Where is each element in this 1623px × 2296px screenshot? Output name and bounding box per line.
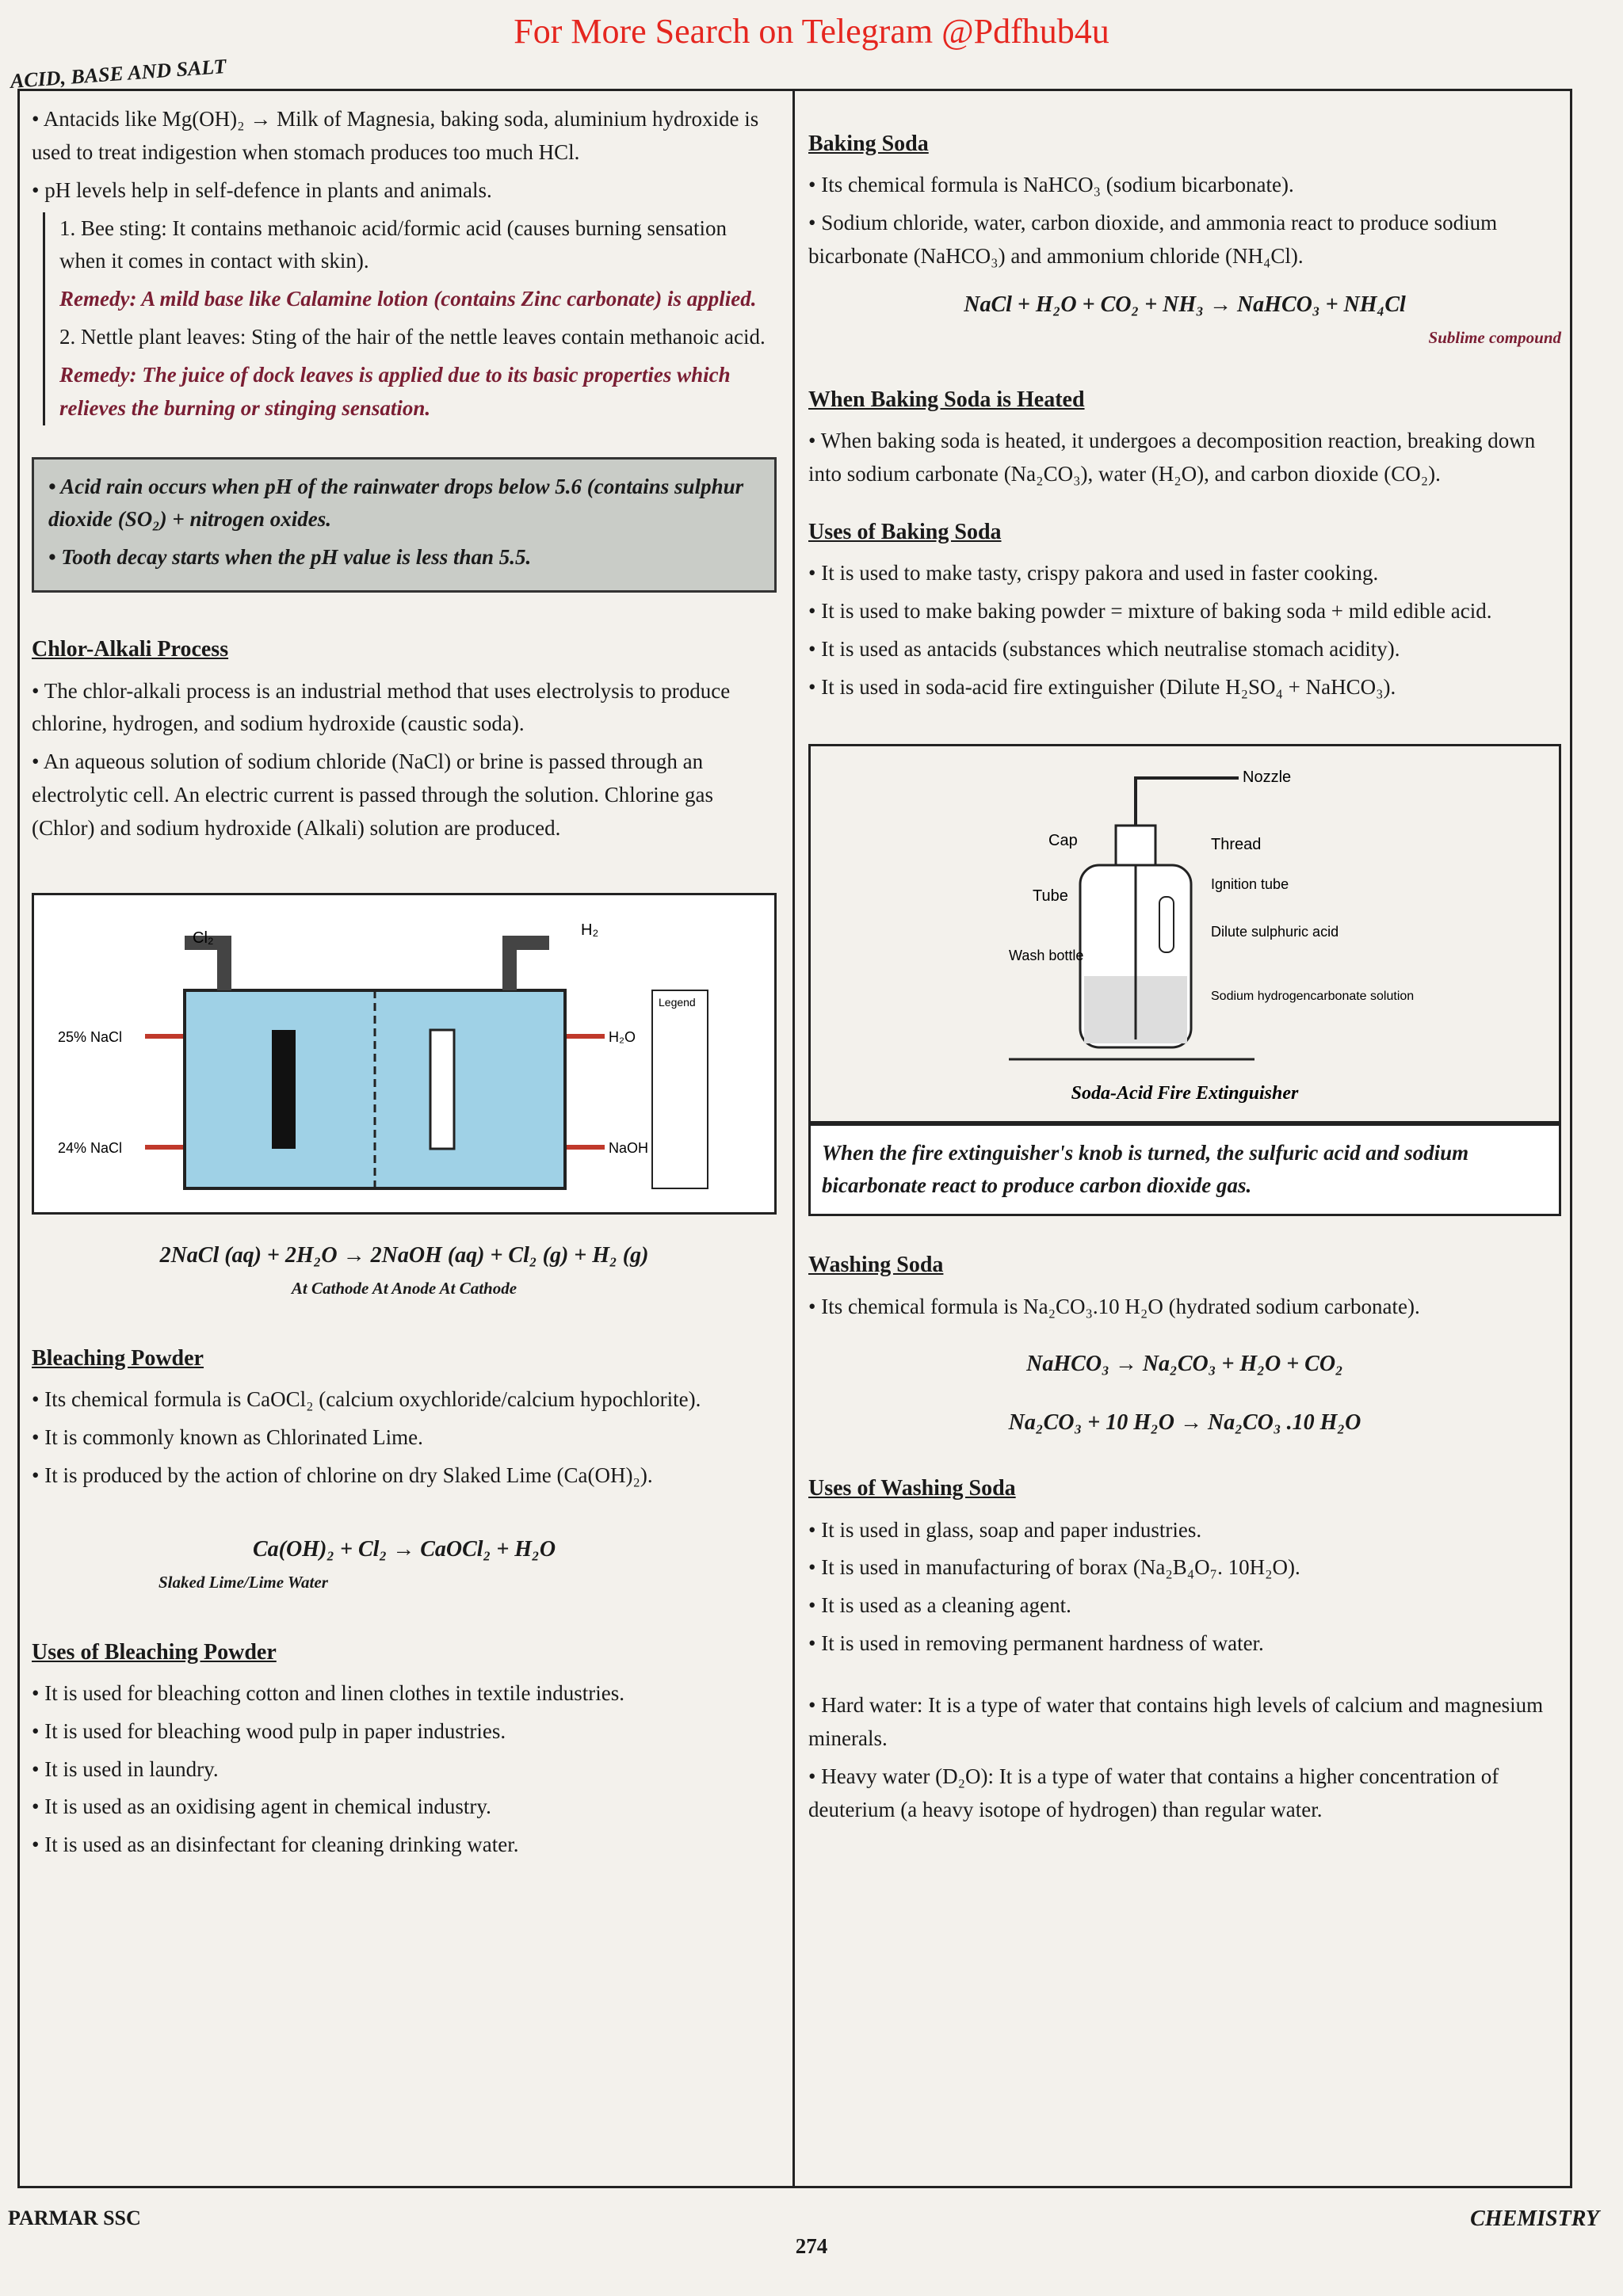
nacl-out-label: 24% NaCl	[58, 1139, 123, 1156]
legend-label: Legend	[659, 995, 696, 1009]
electrolytic-cell-diagram	[32, 893, 777, 1215]
bs-uses-heading: Uses of Baking Soda	[808, 519, 1002, 544]
h2-pipe	[510, 943, 549, 990]
bs-use-item: • It is used as antacids (substances which neutralise stomach acidity).	[808, 633, 1561, 666]
ph-text: • pH levels help in self-defence in plants and animals.	[32, 174, 777, 208]
bleach-use-item: • It is used as an disinfectant for cleaning drinking water.	[32, 1829, 777, 1862]
tube-label: Tube	[1033, 887, 1068, 905]
nozzle-label: Nozzle	[1243, 768, 1292, 786]
anode	[272, 1030, 296, 1149]
ws-use-item: • It is used as a cleaning agent.	[808, 1589, 1561, 1623]
nettle-text: 2. Nettle plant leaves: Sting of the hair of the nettle leaves contain methanoic acid.	[59, 325, 766, 349]
chapter-title: ACID, BASE AND SALT	[10, 54, 227, 93]
bleach-equation: Ca(OH)₂ + Cl₂ → CaOCl₂ + H₂O	[252, 1536, 556, 1562]
extinguisher-note: When the fire extinguisher's knob is turned, the sulfuric acid and sodium bicarbonate react to produce carbon dioxide gas.	[808, 1123, 1561, 1217]
nacl-in-label: 25% NaCl	[58, 1028, 123, 1045]
cell-svg	[34, 895, 771, 1212]
bs-use-item: • It is used in soda-acid fire extinguisher (Dilute H₂SO₄ + NaHCO₃).	[808, 671, 1561, 704]
legend-box	[652, 990, 708, 1188]
footer-publisher: PARMAR SSC	[8, 2206, 141, 2229]
acid-label: Dilute sulphuric acid	[1211, 923, 1339, 940]
acid-rain-text: • Acid rain occurs when pH of the rainwater drops below 5.6 (contains sulphur dioxide (SO₂) + nitrogen oxides.	[48, 471, 760, 537]
bs-text-1: • Its chemical formula is NaHCO₃ (sodium bicarbonate).	[808, 169, 1561, 202]
chlor-text-2: • An aqueous solution of sodium chloride (NaCl) or brine is passed through an electrolytic cell. An electric current is passed through the solution. Chlorine gas (Chlor) and sodium hydroxide (Alkali) solution are produced.	[32, 746, 777, 845]
extinguisher-caption: Soda-Acid Fire Extinguisher	[1071, 1082, 1299, 1104]
bs-equation: NaCl + H₂O + CO₂ + NH₃ → NaHCO₃ + NH₄Cl	[964, 292, 1406, 317]
antacid-text: • Antacids like Mg(OH)₂ → Milk of Magnesia, baking soda, aluminium hydroxide is used to treat indigestion when stomach produces too much HCl.	[32, 103, 777, 170]
bleach-text-2: • It is commonly known as Chlorinated Lime.	[32, 1421, 777, 1455]
bleach-text-3: • It is produced by the action of chlorine on dry Slaked Lime (Ca(OH)₂).	[32, 1459, 777, 1493]
bleach-use-item: • It is used for bleaching cotton and linen clothes in textile industries.	[32, 1677, 777, 1711]
naoh-label: NaOH	[609, 1139, 649, 1156]
bleach-use-item: • It is used in laundry.	[32, 1753, 777, 1787]
ws-use-item: • It is used in removing permanent hardness of water.	[808, 1627, 1561, 1661]
h2-label: H₂	[581, 921, 599, 939]
ws-text: • Its chemical formula is Na₂CO₃.10 H₂O (hydrated sodium carbonate).	[808, 1291, 1561, 1324]
chlor-equation-note: At Cathode At Anode At Cathode	[291, 1279, 517, 1299]
extinguisher-svg	[811, 746, 1559, 1111]
cl2-pipe	[185, 943, 224, 990]
page-number: 274	[795, 2234, 828, 2258]
cathode	[430, 1030, 454, 1149]
thread-label: Thread	[1211, 835, 1262, 853]
ws-use-item: • It is used in manufacturing of borax (Na₂B₄O₇. 10H₂O).	[808, 1551, 1561, 1585]
cl2-label: Cl₂	[193, 929, 214, 947]
bleach-uses-heading: Uses of Bleaching Powder	[32, 1639, 277, 1665]
ws-uses-heading: Uses of Washing Soda	[808, 1476, 1016, 1501]
cap	[1116, 826, 1155, 865]
bs-text-2: • Sodium chloride, water, carbon dioxide, and ammonia react to produce sodium bicarbonate (NaHCO₃) and ammonium chloride (NH₄Cl).	[808, 207, 1561, 273]
bee-remedy-text: Remedy: A mild base like Calamine lotion (contains Zinc carbonate) is applied.	[59, 287, 757, 311]
footer-subject: CHEMISTRY	[1470, 2206, 1599, 2231]
wash-bottle-label: Wash bottle	[1009, 947, 1084, 963]
heated-heading: When Baking Soda is Heated	[808, 387, 1085, 412]
nettle-remedy-text: Remedy: The juice of dock leaves is applied due to its basic properties which relieves the burning or stinging sensation.	[59, 362, 731, 420]
h2o-label: H₂O	[609, 1028, 636, 1045]
heated-text: • When baking soda is heated, it undergoes a decomposition reaction, breaking down into sodium carbonate (Na₂CO₃), water (H₂O), and carbon dioxide (CO₂).	[808, 425, 1561, 491]
bleach-use-item: • It is used as an oxidising agent in chemical industry.	[32, 1791, 777, 1824]
bs-use-item: • It is used to make tasty, crispy pakora and used in faster cooking.	[808, 557, 1561, 590]
heavy-water-text: • Heavy water (D₂O): It is a type of water that contains a higher concentration of deuterium (a heavy isotope of hydrogen) than regular water.	[808, 1760, 1561, 1827]
baking-soda-heading: Baking Soda	[808, 132, 929, 156]
ws-use-item: • It is used in glass, soap and paper industries.	[808, 1514, 1561, 1547]
bee-sting-text: 1. Bee sting: It contains methanoic acid/formic acid (causes burning sensation when it comes in contact with skin).	[59, 215, 727, 273]
bleach-use-item: • It is used for bleaching wood pulp in paper industries.	[32, 1715, 777, 1749]
washing-soda-heading: Washing Soda	[808, 1253, 944, 1278]
bs-equation-note: Sublime compound	[1428, 328, 1561, 348]
nozzle-tube	[1136, 778, 1239, 826]
acid-rain-box	[32, 457, 777, 593]
right-column	[808, 127, 1561, 1831]
bleaching-heading: Bleaching Powder	[32, 1345, 204, 1371]
ws-equation-2: Na₂CO₃ + 10 H₂O → Na₂CO₃ .10 H₂O	[1008, 1409, 1361, 1435]
sting-list	[43, 212, 777, 425]
ignition-tube	[1159, 897, 1174, 952]
bleach-text-1: • Its chemical formula is CaOCl₂ (calcium oxychloride/calcium hypochlorite).	[32, 1383, 777, 1417]
ws-equation-1: NaHCO₃ → Na₂CO₃ + H₂O + CO₂	[1026, 1352, 1343, 1377]
left-column	[32, 103, 777, 1867]
chlor-text-1: • The chlor-alkali process is an industrial method that uses electrolysis to produce chlorine, hydrogen, and sodium hydroxide (caustic soda).	[32, 675, 777, 742]
hard-water-text: • Hard water: It is a type of water that contains high levels of calcium and magnesium minerals.	[808, 1689, 1561, 1756]
cap-label: Cap	[1048, 831, 1078, 849]
soda-label: Sodium hydrogencarbonate solution	[1211, 989, 1415, 1003]
bs-use-item: • It is used to make baking powder = mixture of baking soda + mild edible acid.	[808, 595, 1561, 628]
bleach-equation-note: Slaked Lime/Lime Water	[158, 1572, 328, 1592]
extinguisher-figure	[808, 744, 1561, 1123]
chlor-equation: 2NaCl (aq) + 2H₂O → 2NaOH (aq) + Cl₂ (g) + H₂ (g)	[159, 1242, 649, 1268]
tooth-decay-text: • Tooth decay starts when the pH value is less than 5.5.	[48, 541, 760, 574]
telegram-banner: For More Search on Telegram @Pdfhub4u	[514, 12, 1109, 51]
ignition-label: Ignition tube	[1211, 875, 1289, 892]
column-divider	[792, 89, 795, 2188]
chlor-alkali-heading: Chlor-Alkali Process	[32, 637, 229, 662]
